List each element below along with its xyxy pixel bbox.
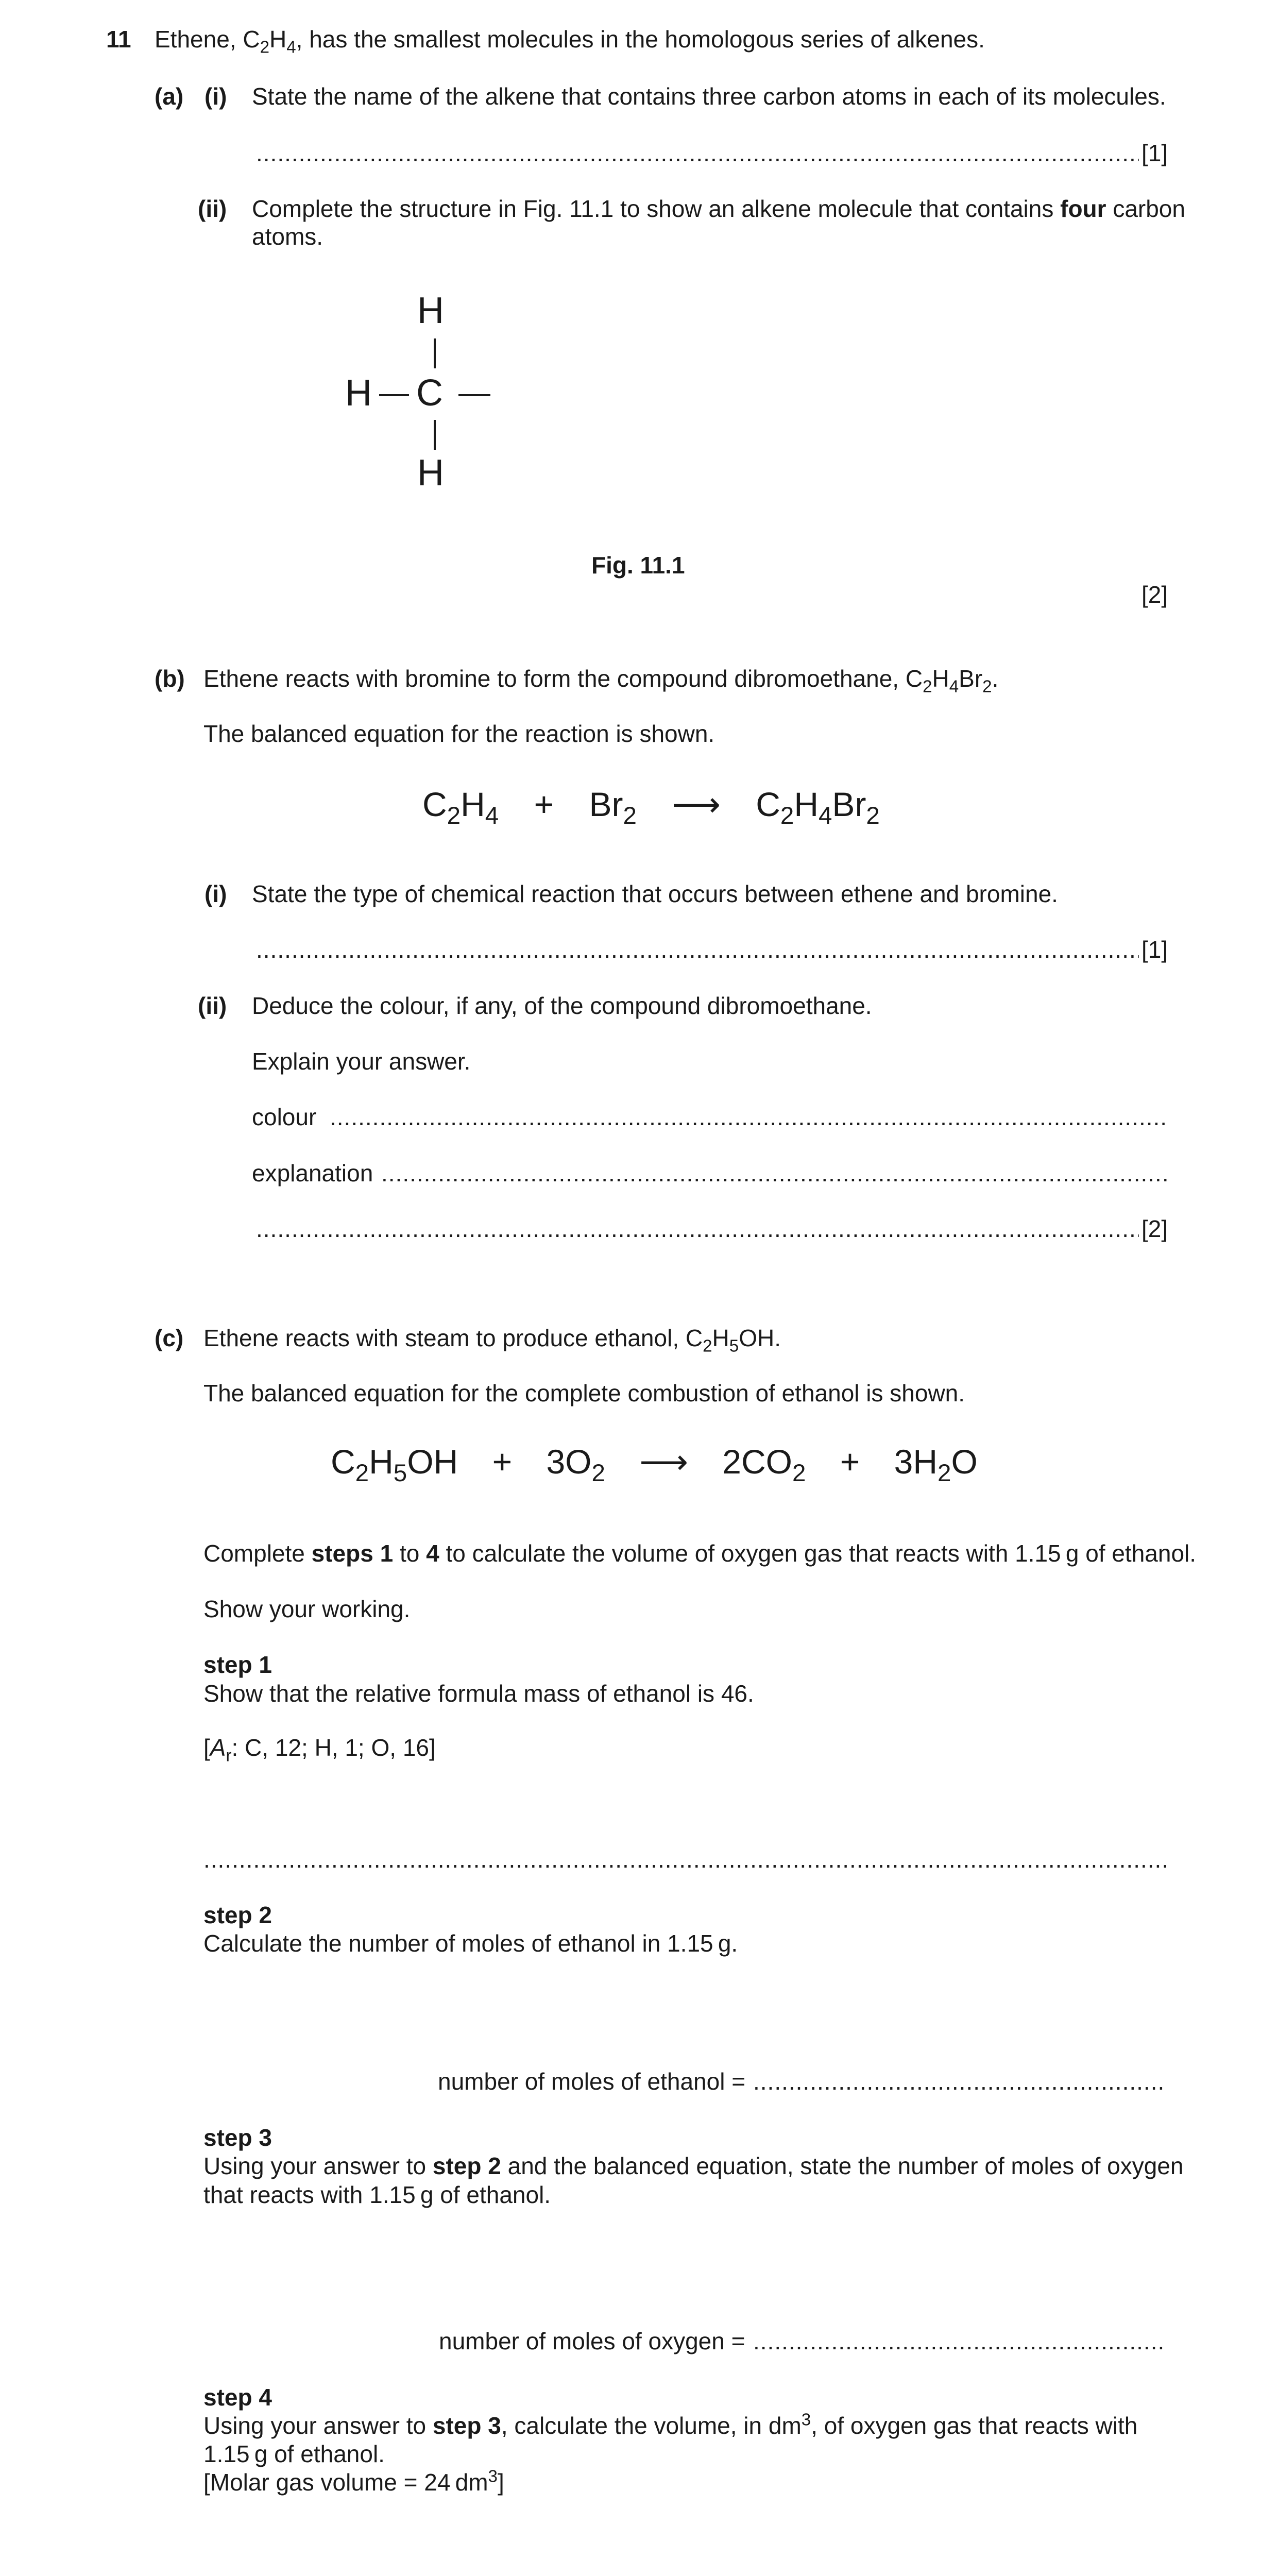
show-working: Show your working. xyxy=(203,1596,411,1622)
bond-left xyxy=(379,394,409,396)
part-b-intro: Ethene reacts with bromine to form the compound dibromoethane, $C_2H_4Br_2$. xyxy=(203,665,999,697)
step1-text: Show that the relative formula mass of ethanol is 46. xyxy=(203,1680,754,1707)
structure-h-bottom: H xyxy=(417,452,444,494)
mark-b-i: [1] xyxy=(1141,936,1168,963)
answer-line-a-i[interactable] xyxy=(256,139,1139,167)
bond-top xyxy=(434,338,436,368)
reaction-arrow: ⟶ xyxy=(672,785,721,823)
colour-label: colour xyxy=(252,1104,317,1130)
moles-oxygen-label: number of moles of oxygen = xyxy=(439,2328,745,2354)
structure-h-left: H xyxy=(345,372,372,414)
part-a-label: (a) xyxy=(155,83,184,110)
structure-c: C xyxy=(416,372,443,414)
step1-answer-line[interactable] xyxy=(203,1845,1167,1874)
question-number: 11 xyxy=(106,26,131,53)
explanation-answer-line[interactable] xyxy=(381,1159,1167,1188)
combustion-arrow: ⟶ xyxy=(639,1443,688,1481)
part-b-i-label: (i) xyxy=(205,880,227,907)
moles-oxygen-answer-line[interactable] xyxy=(753,2327,1167,2355)
mark-a-i: [1] xyxy=(1141,140,1168,166)
answer-line-b-i[interactable] xyxy=(256,936,1139,964)
part-a-ii-text-line2: atoms. xyxy=(252,223,323,250)
moles-ethanol-label: number of moles of ethanol = xyxy=(438,2068,746,2095)
moles-ethanol-answer-line[interactable] xyxy=(753,2067,1167,2096)
part-a-i-label: (i) xyxy=(205,83,227,110)
explanation-label: explanation xyxy=(252,1160,373,1187)
part-c-intro: Ethene reacts with steam to produce ethanol, $C_2H_5OH$. xyxy=(203,1325,781,1356)
step4-text-line2: 1.15 g of ethanol. xyxy=(203,2441,385,2467)
mark-b-ii: [2] xyxy=(1141,1215,1168,1242)
step3-text-line2: that reacts with 1.15 g of ethanol. xyxy=(203,2181,551,2208)
step1-ar-values: [$A_r$: C, 12; H, 1; O, 16] xyxy=(203,1734,436,1766)
part-a-i-text: State the name of the alkene that contains three carbon atoms in each of its molecules. xyxy=(252,83,1166,110)
methyl-structure-diagram[interactable] xyxy=(330,289,505,505)
part-a-ii-label: (ii) xyxy=(198,195,227,222)
part-b-ii-explain: Explain your answer. xyxy=(252,1048,471,1075)
step3-text: Using your answer to step 2 and the balanced equation, state the number of moles of oxygen xyxy=(203,2153,1184,2179)
part-c-instruction: Complete steps 1 to 4 to calculate the volume of oxygen gas that reacts with 1.15 g of ethanol. xyxy=(203,1540,1197,1567)
structure-h-top: H xyxy=(417,290,444,331)
part-b-ii-label: (ii) xyxy=(198,992,227,1019)
colour-answer-line[interactable] xyxy=(330,1103,1167,1131)
molar-gas-volume: [Molar gas volume = 24 $dm^3$] xyxy=(203,2467,504,2496)
step2-heading: step 2 xyxy=(203,1902,272,1928)
part-b-label: (b) xyxy=(155,665,185,692)
step4-text: Using your answer to step 3, calculate the volume, in $dm^3$, of oxygen gas that reacts with xyxy=(203,2410,1138,2439)
part-b-ii-text: Deduce the colour, if any, of the compound dibromoethane. xyxy=(252,992,872,1019)
figure-caption: Fig. 11.1 xyxy=(591,552,685,579)
explanation-answer-line-2[interactable] xyxy=(256,1215,1139,1243)
part-a-ii-text: Complete the structure in Fig. 11.1 to show an alkene molecule that contains four carbon xyxy=(252,195,1185,222)
bond-bottom xyxy=(434,420,436,450)
bromination-equation: $C_2H_4 + Br_2$ ⟶ $C_2H_4Br_2$ xyxy=(422,785,880,830)
bond-right-open xyxy=(458,394,490,396)
part-b-i-text: State the type of chemical reaction that occurs between ethene and bromine. xyxy=(252,880,1058,907)
step3-heading: step 3 xyxy=(203,2124,272,2151)
step1-heading: step 1 xyxy=(203,1651,272,1678)
part-b-equation-intro: The balanced equation for the reaction is shown. xyxy=(203,720,715,747)
step4-heading: step 4 xyxy=(203,2384,272,2411)
question-intro: Ethene, $C_2H_4$, has the smallest molecules in the homologous series of alkenes. xyxy=(155,26,985,57)
combustion-equation: $C_2H_5OH + 3O_2$ ⟶ $2CO_2 + 3H_2O$ xyxy=(331,1443,978,1487)
mark-a-ii: [2] xyxy=(1141,581,1168,608)
part-c-equation-intro: The balanced equation for the complete combustion of ethanol is shown. xyxy=(203,1380,965,1406)
step2-text: Calculate the number of moles of ethanol in 1.15 g. xyxy=(203,1930,738,1957)
part-c-label: (c) xyxy=(155,1325,184,1351)
